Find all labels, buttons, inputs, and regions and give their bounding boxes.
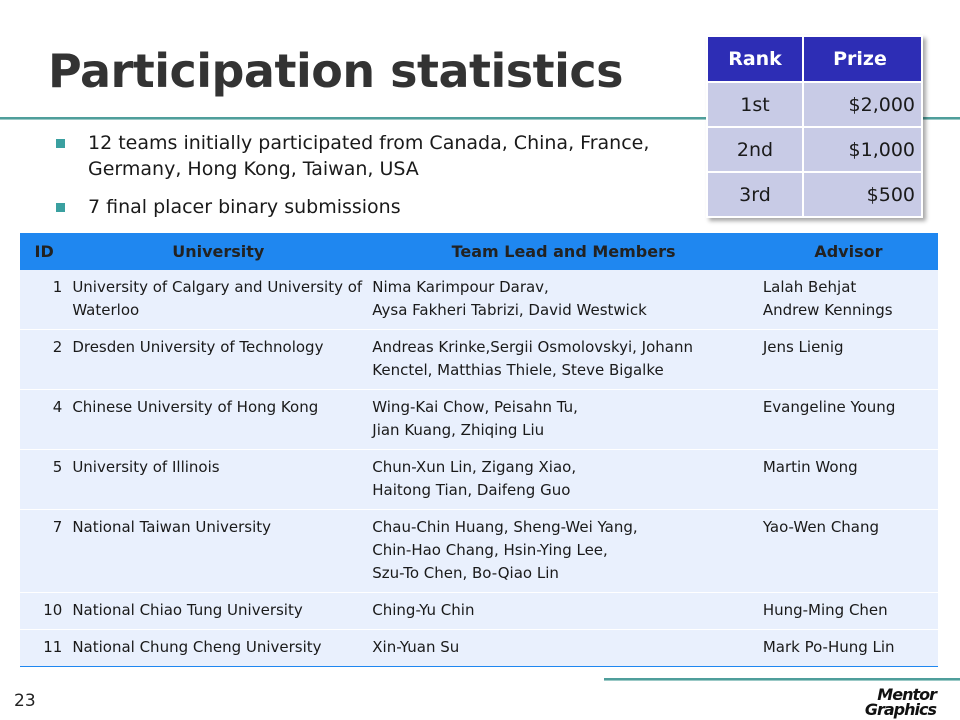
cell-id: 11: [20, 630, 68, 667]
cell-team: [368, 330, 759, 390]
mentor-graphics-logo: [840, 684, 936, 718]
team-line: Szu-To Chen, Bo-Qiao Lin: [372, 564, 559, 582]
bullet-text: 7 final placer binary submissions: [88, 196, 401, 218]
team-line: Chin-Hao Chang, Hsin-Ying Lee,: [372, 541, 608, 559]
cell-team: [368, 510, 759, 593]
advisor-line: Martin Wong: [762, 458, 858, 476]
cell-university: National Chiao Tung University: [68, 593, 368, 630]
header-id: ID: [20, 233, 68, 270]
team-line: Xin-Yuan Su: [372, 638, 460, 656]
team-line: Chun-Xun Lin, Zigang Xiao,: [372, 458, 577, 476]
table-row: [20, 630, 938, 667]
square-bullet-icon: [56, 203, 65, 212]
prize-rank: 1st: [707, 82, 803, 127]
cell-university: University of Calgary and University of Waterloo: [68, 270, 368, 330]
prize-row: [707, 172, 922, 217]
prize-amount: $1,000: [803, 127, 922, 172]
teams-table-container: [20, 233, 938, 667]
cell-university: University of Illinois: [68, 450, 368, 510]
cell-university: National Taiwan University: [68, 510, 368, 593]
team-line: Haitong Tian, Daifeng Guo: [372, 481, 571, 499]
cell-advisor: [759, 330, 938, 390]
square-bullet-icon: [56, 139, 65, 148]
team-line: Nima Karimpour Darav,: [372, 278, 549, 296]
prize-amount: $500: [803, 172, 922, 217]
team-line: Jian Kuang, Zhiqing Liu: [372, 421, 545, 439]
teams-table: [20, 233, 938, 667]
team-line: Chau-Chin Huang, Sheng-Wei Yang,: [372, 518, 638, 536]
advisor-line: Jens Lienig: [762, 338, 844, 356]
slide-title: Participation statistics: [48, 44, 624, 98]
bullet-item: [52, 130, 672, 182]
cell-advisor: [759, 270, 938, 330]
table-row: [20, 593, 938, 630]
advisor-line: Hung-Ming Chen: [762, 601, 888, 619]
prize-table: [706, 35, 923, 218]
table-row: [20, 450, 938, 510]
cell-id: 7: [20, 510, 68, 593]
cell-id: 10: [20, 593, 68, 630]
advisor-line: Andrew Kennings: [762, 301, 893, 319]
cell-advisor: [759, 390, 938, 450]
cell-university: Chinese University of Hong Kong: [68, 390, 368, 450]
team-line: Ching-Yu Chin: [372, 601, 475, 619]
cell-id: 5: [20, 450, 68, 510]
cell-university: National Chung Cheng University: [68, 630, 368, 667]
cell-advisor: [759, 450, 938, 510]
team-line: Andreas Krinke,Sergii Osmolovskyi, Johann Kenctel, Matthias Thiele, Steve Bigalke: [372, 338, 693, 379]
table-row: [20, 330, 938, 390]
prize-row: [707, 82, 922, 127]
cell-id: 2: [20, 330, 68, 390]
bullet-text: 12 teams initially participated from Canada, China, France, Germany, Hong Kong, Taiwan, USA: [88, 132, 650, 180]
cell-team: [368, 593, 759, 630]
bullet-list: [52, 130, 672, 232]
logo-text-line1: Mentor: [877, 685, 936, 704]
table-row: [20, 510, 938, 593]
bullet-item: [52, 194, 672, 220]
cell-team: [368, 390, 759, 450]
cell-team: [368, 630, 759, 667]
cell-team: [368, 450, 759, 510]
prize-header-rank: Rank: [707, 36, 803, 82]
advisor-line: Yao-Wen Chang: [762, 518, 880, 536]
advisor-line: Evangeline Young: [762, 398, 896, 416]
prize-header-row: [707, 36, 922, 82]
cell-advisor: [759, 630, 938, 667]
cell-team: [368, 270, 759, 330]
cell-id: 4: [20, 390, 68, 450]
teams-table-body: [20, 270, 938, 667]
prize-amount: $2,000: [803, 82, 922, 127]
page-number: 23: [14, 691, 36, 711]
header-university: University: [68, 233, 368, 270]
cell-advisor: [759, 510, 938, 593]
advisor-line: Mark Po-Hung Lin: [762, 638, 895, 656]
footer-divider-light: [604, 680, 960, 681]
prize-rank: 3rd: [707, 172, 803, 217]
table-row: [20, 270, 938, 330]
table-row: [20, 390, 938, 450]
header-advisor: Advisor: [759, 233, 938, 270]
cell-university: Dresden University of Technology: [68, 330, 368, 390]
logo-text-line2: Graphics: [864, 700, 936, 719]
prize-rank: 2nd: [707, 127, 803, 172]
advisor-line: Lalah Behjat: [762, 278, 857, 296]
header-team: Team Lead and Members: [368, 233, 759, 270]
team-line: Wing-Kai Chow, Peisahn Tu,: [372, 398, 578, 416]
teams-header-row: [20, 233, 938, 270]
cell-advisor: [759, 593, 938, 630]
prize-row: [707, 127, 922, 172]
prize-table-container: [706, 35, 923, 218]
team-line: Aysa Fakheri Tabrizi, David Westwick: [372, 301, 647, 319]
prize-header-prize: Prize: [803, 36, 922, 82]
cell-id: 1: [20, 270, 68, 330]
